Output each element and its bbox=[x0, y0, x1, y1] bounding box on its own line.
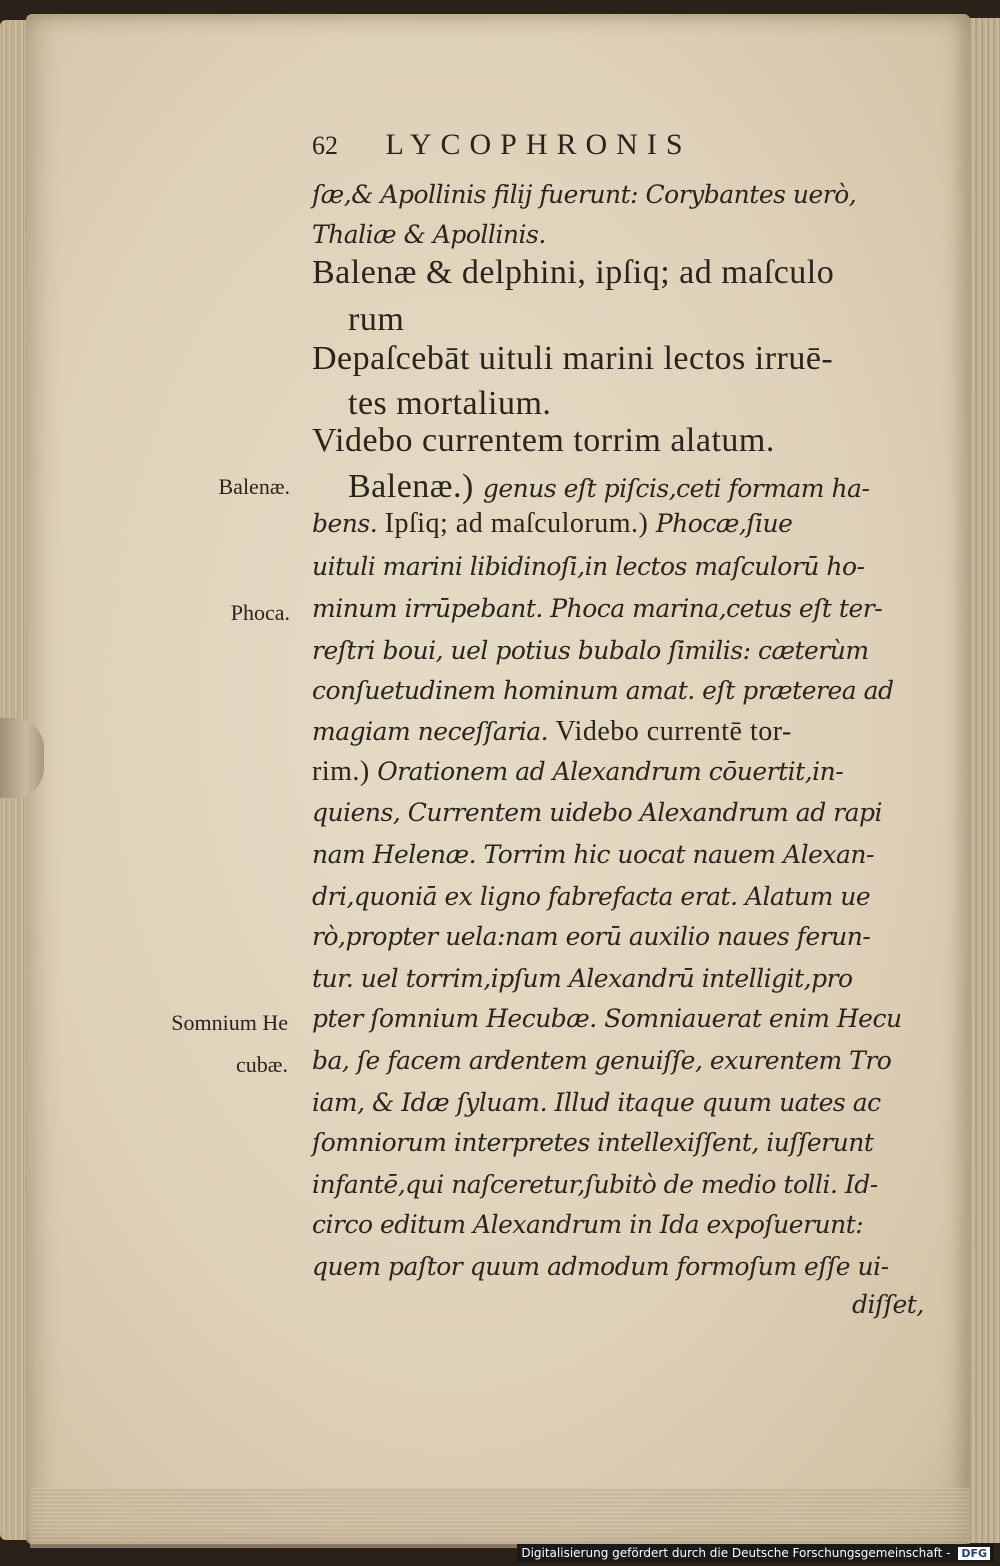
text-line bbox=[312, 840, 874, 869]
text-line bbox=[852, 1290, 924, 1319]
text-line bbox=[312, 1170, 878, 1199]
text-segment: Phocæ,ſiue bbox=[655, 509, 793, 538]
text-segment: Orationem ad Alexandrum cōuertit,in- bbox=[377, 757, 844, 786]
text-line bbox=[312, 716, 792, 748]
text-segment: uituli marini libidinoſi,in lectos maſculorū ho- bbox=[312, 552, 865, 581]
text-line bbox=[312, 254, 834, 292]
text-line bbox=[312, 552, 864, 581]
text-line bbox=[312, 756, 843, 788]
text-segment: minum irrūpebant. Phoca marina,cetus eſt ter- bbox=[312, 594, 883, 623]
page-number: 62 bbox=[312, 131, 338, 160]
text-line bbox=[312, 922, 870, 951]
text-segment: tes mortalium. bbox=[312, 385, 552, 422]
margin-note: Somnium He bbox=[171, 1010, 288, 1035]
text-segment: ſæ,& Apollinis filij fuerunt: Corybantes uerò, bbox=[312, 180, 857, 209]
credit-text: Digitalisierung gefördert durch die Deutsche Forschungsgemeinschaft - bbox=[521, 1546, 951, 1560]
text-line bbox=[312, 468, 869, 506]
margin-note: Phoca. bbox=[230, 600, 290, 625]
text-line bbox=[312, 422, 775, 460]
text-line bbox=[312, 636, 869, 665]
running-title: LYCOPHRONIS bbox=[385, 128, 692, 161]
text-segment: Ipſiq; ad maſculorum.) bbox=[384, 508, 656, 539]
book-clasp bbox=[0, 718, 44, 798]
dfg-logo: DFG bbox=[958, 1547, 990, 1560]
text-line bbox=[312, 220, 546, 249]
text-line bbox=[312, 1128, 873, 1157]
text-segment: dri,quoniā ex ligno fabrefacta erat. Alatum ue bbox=[312, 882, 871, 911]
text-segment: genus eſt piſcis,ceti formam ha- bbox=[482, 474, 870, 503]
text-segment: conſuetudinem hominum amat. eſt præterea ad bbox=[312, 676, 894, 705]
text-segment: Balenæ.) bbox=[312, 468, 483, 505]
text-segment: Depaſcebāt uituli marini lectos irruē- bbox=[312, 340, 834, 377]
text-segment: bens. bbox=[312, 509, 385, 538]
text-line bbox=[312, 1088, 881, 1117]
text-line bbox=[312, 1252, 889, 1281]
text-segment: ſomniorum interpretes intellexiſſent, iuſſerunt bbox=[312, 1128, 874, 1157]
text-line bbox=[312, 1046, 891, 1075]
text-segment: reſtri boui, uel potius bubalo ſimilis: cæterùm bbox=[312, 636, 869, 665]
margin-note: Balenæ. bbox=[218, 474, 290, 499]
text-segment: quiens, Currentem uidebo Alexandrum ad rapi bbox=[312, 798, 883, 827]
text-segment: magiam neceſſaria. bbox=[312, 717, 556, 746]
text-line bbox=[312, 301, 404, 339]
text-segment: pter ſomnium Hecubæ. Somniauerat enim Hecu bbox=[312, 1004, 902, 1033]
text-segment: Balenæ & delphini, ipſiq; ad maſculo bbox=[312, 254, 835, 291]
digitization-credit bbox=[517, 1544, 994, 1562]
text-line bbox=[312, 1210, 863, 1239]
text-segment: Thaliæ & Apollinis. bbox=[312, 220, 546, 249]
text-segment: infantē,qui naſceretur,ſubitò de medio tolli. Id- bbox=[312, 1170, 878, 1199]
text-segment: iam, & Idæ ſyluam. Illud itaque quum uates ac bbox=[312, 1088, 881, 1117]
text-segment: Videbo currentem torrim alatum. bbox=[312, 422, 775, 459]
text-segment: tur. uel torrim,ipſum Alexandrū intelligit,pro bbox=[312, 964, 853, 993]
text-segment: rum bbox=[312, 301, 405, 338]
text-line bbox=[312, 385, 551, 423]
text-line bbox=[312, 508, 792, 540]
text-line bbox=[312, 676, 894, 705]
margin-note: cubæ. bbox=[236, 1052, 288, 1077]
text-segment: ba, ſe facem ardentem genuiſſe, exurentem Tro bbox=[312, 1046, 892, 1075]
text-line bbox=[312, 798, 882, 827]
bottom-page-edges bbox=[30, 1488, 970, 1548]
text-line bbox=[312, 1004, 902, 1033]
text-segment: rò,propter uela:nam eorū auxilio naues ferun- bbox=[312, 922, 871, 951]
text-line bbox=[312, 964, 853, 993]
text-line bbox=[312, 882, 870, 911]
text-segment: rim.) bbox=[312, 756, 378, 787]
text-segment: Videbo currentē tor- bbox=[555, 716, 792, 747]
text-segment: circo editum Alexandrum in Ida expoſuerunt: bbox=[312, 1210, 864, 1239]
text-line bbox=[312, 180, 856, 209]
text-segment: nam Helenæ. Torrim hic uocat nauem Alexan- bbox=[312, 840, 874, 869]
text-segment: diſſet, bbox=[852, 1290, 924, 1319]
running-head bbox=[312, 128, 692, 162]
text-segment: quem paſtor quum admodum formoſum eſſe ui- bbox=[312, 1252, 889, 1281]
text-line bbox=[312, 594, 882, 623]
text-line bbox=[312, 340, 833, 378]
